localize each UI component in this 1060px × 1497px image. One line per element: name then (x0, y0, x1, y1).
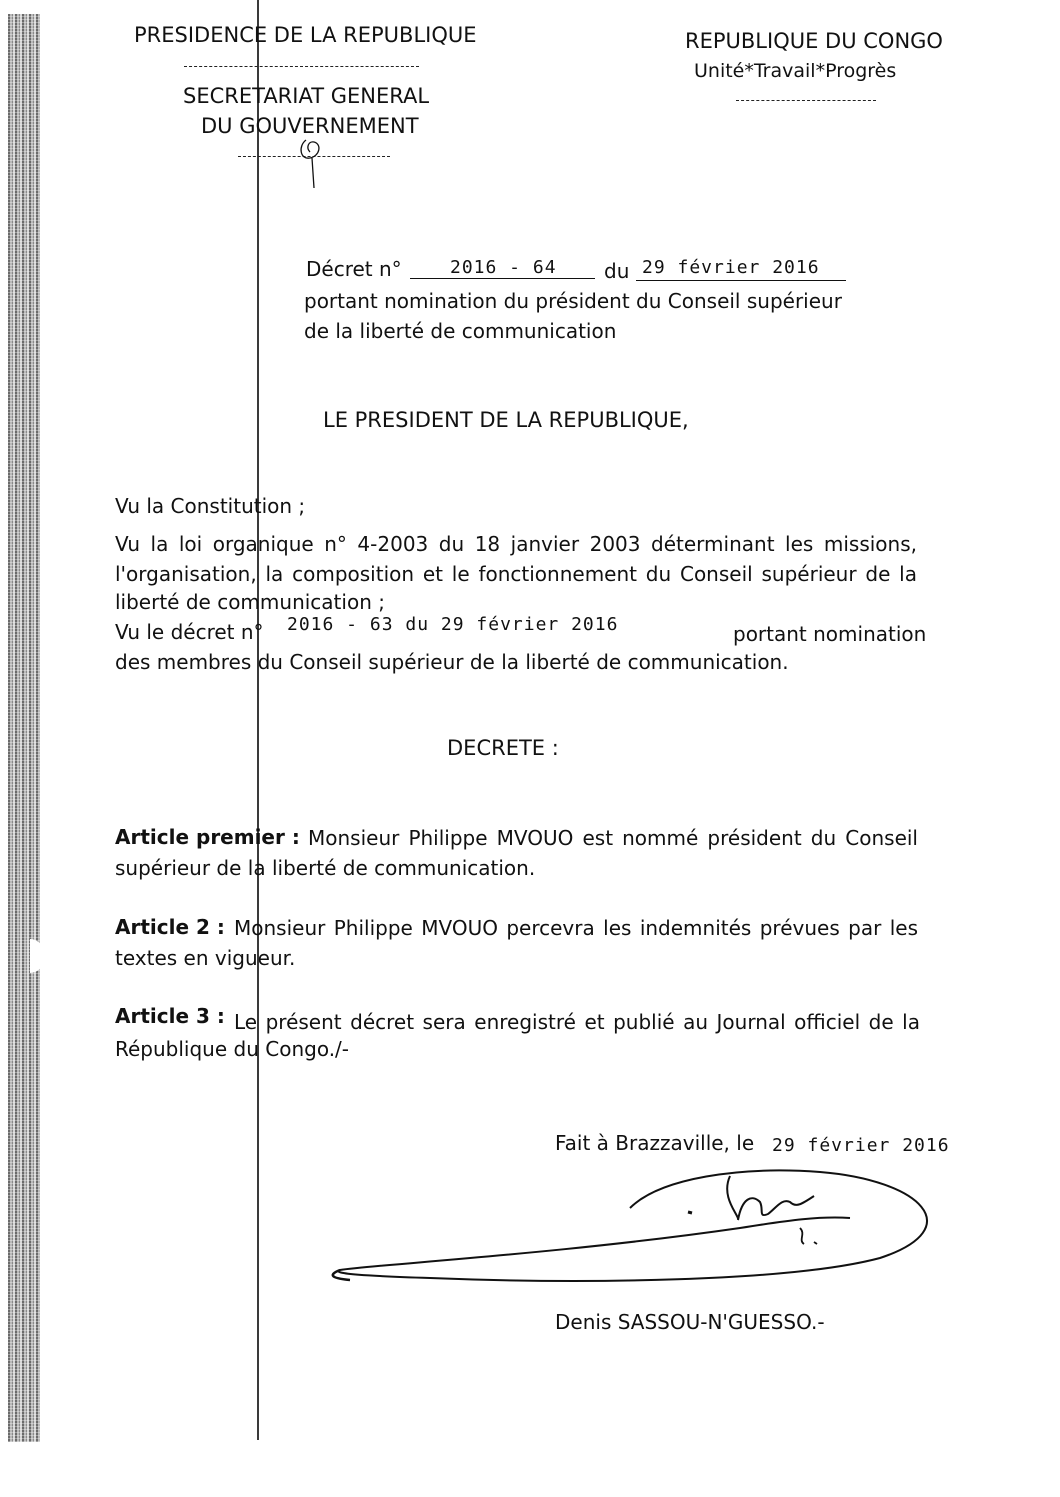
article-3-line2: République du Congo./- (115, 1037, 350, 1061)
decrete-heading: DECRETE : (447, 736, 559, 760)
visa-loi-line2: l'organisation, la composition et le fonctionnement du Conseil supérieur de la (115, 562, 917, 586)
header-presidence: PRESIDENCE DE LA REPUBLIQUE (134, 23, 477, 47)
article-2-line1: Monsieur Philippe MVOUO percevra les indemnités prévues par les (234, 916, 918, 940)
visa-decret-prefix: Vu le décret n° (115, 620, 264, 644)
paraph-mark (292, 132, 332, 192)
signatory-name: Denis SASSOU-N'GUESSO.- (555, 1310, 825, 1334)
closing-place: Fait à Brazzaville, le (555, 1131, 755, 1155)
visa-decret-typed: 2016 - 63 du 29 février 2016 (287, 614, 619, 635)
visa-constitution: Vu la Constitution ; (115, 494, 306, 518)
decree-label: Décret n° (306, 257, 402, 281)
article-3-label: Article 3 : (115, 1004, 225, 1028)
header-secretariat: SECRETARIAT GENERAL (183, 84, 430, 108)
header-gouvernement: DU GOUVERNEMENT (201, 114, 419, 138)
decree-du: du (604, 259, 630, 283)
closing-date: 29 février 2016 (772, 1135, 950, 1156)
header-republique: REPUBLIQUE DU CONGO (685, 29, 943, 53)
header-left-divider (184, 66, 419, 67)
decree-number: 2016 - 64 (450, 257, 557, 278)
visa-decret-suffix: portant nomination (733, 622, 927, 646)
decree-date-underline (636, 280, 846, 281)
decree-subject-line2: de la liberté de communication (304, 319, 617, 343)
header-motto: Unité*Travail*Progrès (694, 60, 897, 82)
president-signature (320, 1158, 960, 1298)
decree-date: 29 février 2016 (642, 257, 820, 278)
authority-heading: LE PRESIDENT DE LA REPUBLIQUE, (323, 408, 689, 432)
scan-edge-artifact (8, 14, 40, 1442)
article-3-line1: Le présent décret sera enregistré et publié au Journal officiel de la (234, 1010, 920, 1034)
decree-subject-line1: portant nomination du président du Conseil supérieur (304, 289, 842, 313)
article-1-line2: supérieur de la liberté de communication. (115, 856, 536, 880)
article-2-line2: textes en vigueur. (115, 946, 296, 970)
article-2-label: Article 2 : (115, 915, 225, 939)
article-1-label: Article premier : (115, 825, 300, 849)
visa-loi-line1: Vu la loi organique n° 4-2003 du 18 janvier 2003 déterminant les missions, (115, 532, 917, 556)
scan-fold-line (257, 0, 259, 1440)
visa-decret-line2: des membres du Conseil supérieur de la liberté de communication. (115, 650, 789, 674)
visa-loi-line3: liberté de communication ; (115, 590, 385, 614)
decree-number-underline (410, 278, 595, 279)
header-right-divider (736, 100, 876, 101)
article-1-line1: Monsieur Philippe MVOUO est nommé président du Conseil (308, 826, 918, 850)
